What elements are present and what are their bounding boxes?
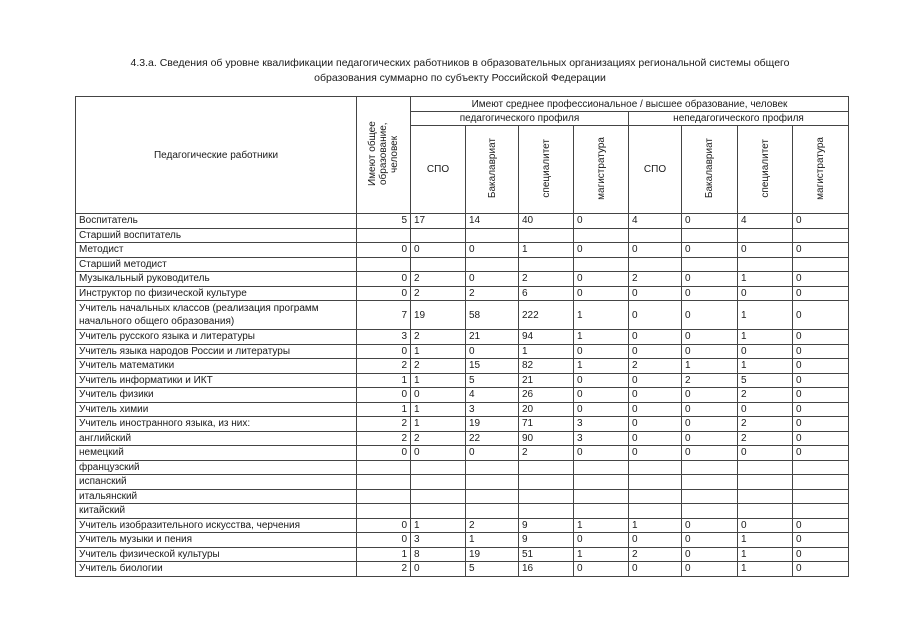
cell-value: 0 xyxy=(793,533,849,548)
cell-value xyxy=(411,228,466,243)
cell-value: 0 xyxy=(629,446,682,461)
cell-value xyxy=(519,460,574,475)
cell-value: 0 xyxy=(629,286,682,301)
cell-value: 1 xyxy=(738,272,793,287)
cell-value: 6 xyxy=(519,286,574,301)
header-nonped-profile: непедагогического профиля xyxy=(629,112,849,126)
cell-value: 0 xyxy=(629,388,682,403)
cell-value xyxy=(738,504,793,519)
table-row xyxy=(76,417,849,432)
cell-value: 20 xyxy=(519,402,574,417)
row-label: Старший методист xyxy=(76,257,357,272)
cell-value: 7 xyxy=(357,301,411,330)
cell-value: 0 xyxy=(574,533,629,548)
header-ped-spec: специалитет xyxy=(519,126,574,214)
row-label: Учитель информатики и ИКТ xyxy=(76,373,357,388)
table-row xyxy=(76,243,849,258)
cell-value xyxy=(574,460,629,475)
table-title-line2: образования суммарно по субъекту Российской Федерации xyxy=(314,72,606,84)
cell-value xyxy=(629,504,682,519)
cell-value: 0 xyxy=(629,243,682,258)
cell-value: 1 xyxy=(411,344,466,359)
cell-value xyxy=(466,475,519,490)
row-label: Учитель физики xyxy=(76,388,357,403)
cell-value: 0 xyxy=(357,344,411,359)
cell-value xyxy=(411,460,466,475)
cell-value xyxy=(574,228,629,243)
cell-value xyxy=(357,489,411,504)
cell-value: 0 xyxy=(738,344,793,359)
cell-value: 0 xyxy=(682,402,738,417)
cell-value xyxy=(629,475,682,490)
cell-value: 1 xyxy=(738,359,793,374)
table-row xyxy=(76,475,849,490)
cell-value: 0 xyxy=(629,301,682,330)
header-ped-profile: педагогического профиля xyxy=(411,112,629,126)
cell-value xyxy=(411,257,466,272)
table-body xyxy=(76,214,849,577)
table-row xyxy=(76,272,849,287)
cell-value xyxy=(629,489,682,504)
table-row xyxy=(76,547,849,562)
cell-value: 0 xyxy=(793,431,849,446)
cell-value xyxy=(574,475,629,490)
cell-value: 0 xyxy=(793,417,849,432)
cell-value: 0 xyxy=(793,344,849,359)
cell-value: 1 xyxy=(738,533,793,548)
cell-value: 1 xyxy=(357,402,411,417)
row-label: немецкий xyxy=(76,446,357,461)
cell-value: 0 xyxy=(574,214,629,229)
cell-value: 4 xyxy=(738,214,793,229)
cell-value: 1 xyxy=(738,562,793,577)
cell-value: 2 xyxy=(357,417,411,432)
cell-value xyxy=(357,228,411,243)
table-row xyxy=(76,460,849,475)
cell-value: 1 xyxy=(682,359,738,374)
cell-value: 0 xyxy=(357,518,411,533)
cell-value xyxy=(738,460,793,475)
qualification-table xyxy=(75,96,849,577)
cell-value xyxy=(682,228,738,243)
cell-value xyxy=(519,257,574,272)
header-general-education xyxy=(357,97,411,214)
cell-value: 0 xyxy=(682,388,738,403)
cell-value: 71 xyxy=(519,417,574,432)
table-title xyxy=(60,56,860,86)
cell-value: 0 xyxy=(793,402,849,417)
cell-value xyxy=(629,257,682,272)
cell-value: 0 xyxy=(682,272,738,287)
cell-value: 0 xyxy=(738,243,793,258)
table-row xyxy=(76,504,849,519)
cell-value: 9 xyxy=(519,533,574,548)
cell-value: 0 xyxy=(629,344,682,359)
cell-value: 0 xyxy=(793,359,849,374)
cell-value xyxy=(411,475,466,490)
row-label: Воспитатель xyxy=(76,214,357,229)
cell-value: 5 xyxy=(466,562,519,577)
row-label: Музыкальный руководитель xyxy=(76,272,357,287)
table-row xyxy=(76,562,849,577)
cell-value: 1 xyxy=(738,547,793,562)
cell-value: 0 xyxy=(357,533,411,548)
cell-value xyxy=(793,504,849,519)
cell-value: 1 xyxy=(411,417,466,432)
cell-value xyxy=(466,460,519,475)
cell-value: 17 xyxy=(411,214,466,229)
header-workers: Педагогические работники xyxy=(76,97,357,214)
cell-value: 1 xyxy=(411,373,466,388)
row-label: французский xyxy=(76,460,357,475)
cell-value: 3 xyxy=(357,330,411,345)
cell-value: 0 xyxy=(411,562,466,577)
table-row xyxy=(76,214,849,229)
header-general-education-label: Имеют общее образование, человек xyxy=(366,121,400,186)
cell-value: 2 xyxy=(738,431,793,446)
cell-value: 40 xyxy=(519,214,574,229)
row-label: Учитель изобразительного искусства, черчения xyxy=(76,518,357,533)
cell-value: 0 xyxy=(466,243,519,258)
cell-value xyxy=(793,228,849,243)
row-label: Учитель русского языка и литературы xyxy=(76,330,357,345)
cell-value: 0 xyxy=(411,243,466,258)
cell-value: 14 xyxy=(466,214,519,229)
cell-value xyxy=(738,489,793,504)
cell-value: 0 xyxy=(682,214,738,229)
cell-value: 2 xyxy=(629,359,682,374)
cell-value xyxy=(411,489,466,504)
cell-value: 2 xyxy=(682,373,738,388)
cell-value xyxy=(357,257,411,272)
cell-value xyxy=(519,489,574,504)
cell-value: 1 xyxy=(357,373,411,388)
row-label: Учитель языка народов России и литературы xyxy=(76,344,357,359)
cell-value: 0 xyxy=(629,402,682,417)
cell-value: 0 xyxy=(629,417,682,432)
cell-value: 0 xyxy=(574,286,629,301)
cell-value: 2 xyxy=(411,359,466,374)
cell-value: 3 xyxy=(466,402,519,417)
cell-value: 2 xyxy=(357,562,411,577)
cell-value: 0 xyxy=(793,446,849,461)
cell-value: 0 xyxy=(682,533,738,548)
cell-value: 26 xyxy=(519,388,574,403)
cell-value: 1 xyxy=(466,533,519,548)
cell-value xyxy=(738,228,793,243)
cell-value: 0 xyxy=(629,562,682,577)
cell-value: 1 xyxy=(574,330,629,345)
row-label: испанский xyxy=(76,475,357,490)
cell-value xyxy=(519,475,574,490)
table-row xyxy=(76,359,849,374)
table-row xyxy=(76,228,849,243)
cell-value: 0 xyxy=(574,344,629,359)
cell-value: 0 xyxy=(738,518,793,533)
row-label: Учитель биологии xyxy=(76,562,357,577)
cell-value: 21 xyxy=(466,330,519,345)
cell-value: 0 xyxy=(682,518,738,533)
table-row xyxy=(76,330,849,345)
cell-value: 1 xyxy=(411,518,466,533)
cell-value: 94 xyxy=(519,330,574,345)
cell-value: 0 xyxy=(682,431,738,446)
cell-value: 1 xyxy=(574,359,629,374)
cell-value: 0 xyxy=(682,286,738,301)
table-row xyxy=(76,402,849,417)
cell-value: 0 xyxy=(682,301,738,330)
cell-value: 0 xyxy=(357,286,411,301)
row-label: Методист xyxy=(76,243,357,258)
cell-value: 0 xyxy=(793,373,849,388)
cell-value xyxy=(357,504,411,519)
header-nonped-spec: специалитет xyxy=(738,126,793,214)
row-label: Учитель математики xyxy=(76,359,357,374)
cell-value: 1 xyxy=(738,301,793,330)
cell-value: 0 xyxy=(793,243,849,258)
cell-value: 1 xyxy=(574,301,629,330)
cell-value: 0 xyxy=(682,330,738,345)
cell-value: 4 xyxy=(629,214,682,229)
row-label: Учитель физической культуры xyxy=(76,547,357,562)
cell-value: 0 xyxy=(574,272,629,287)
cell-value xyxy=(738,475,793,490)
cell-value xyxy=(793,257,849,272)
cell-value xyxy=(411,504,466,519)
cell-value xyxy=(682,257,738,272)
cell-value: 3 xyxy=(411,533,466,548)
table-title-line1: 4.3.а. Сведения об уровне квалификации педагогических работников в образовательных организациях региональной системы общего xyxy=(130,57,790,69)
cell-value xyxy=(682,504,738,519)
cell-value: 0 xyxy=(793,286,849,301)
cell-value: 21 xyxy=(519,373,574,388)
cell-value: 0 xyxy=(682,446,738,461)
row-label: Учитель музыки и пения xyxy=(76,533,357,548)
cell-value xyxy=(793,460,849,475)
cell-value: 0 xyxy=(738,446,793,461)
cell-value xyxy=(629,228,682,243)
cell-value: 0 xyxy=(466,344,519,359)
cell-value: 90 xyxy=(519,431,574,446)
cell-value: 2 xyxy=(411,431,466,446)
cell-value: 2 xyxy=(738,388,793,403)
cell-value xyxy=(629,460,682,475)
cell-value: 0 xyxy=(793,388,849,403)
header-nonped-spo: СПО xyxy=(629,126,682,214)
cell-value: 19 xyxy=(411,301,466,330)
cell-value xyxy=(574,489,629,504)
header-nonped-mag: магистратура xyxy=(793,126,849,214)
cell-value: 0 xyxy=(411,446,466,461)
cell-value: 0 xyxy=(357,446,411,461)
cell-value xyxy=(682,475,738,490)
cell-value: 0 xyxy=(574,243,629,258)
cell-value: 8 xyxy=(411,547,466,562)
table-row xyxy=(76,518,849,533)
cell-value: 0 xyxy=(629,431,682,446)
table-row xyxy=(76,301,849,330)
cell-value xyxy=(357,475,411,490)
table-row xyxy=(76,431,849,446)
cell-value: 4 xyxy=(466,388,519,403)
cell-value: 5 xyxy=(357,214,411,229)
cell-value: 0 xyxy=(466,272,519,287)
cell-value xyxy=(682,460,738,475)
header-prof-group: Имеют среднее профессиональное / высшее образование, человек xyxy=(411,97,849,112)
cell-value: 58 xyxy=(466,301,519,330)
cell-value: 0 xyxy=(574,446,629,461)
cell-value: 9 xyxy=(519,518,574,533)
cell-value: 1 xyxy=(629,518,682,533)
row-label: Учитель начальных классов (реализация программ начального общего образования) xyxy=(76,301,357,330)
cell-value xyxy=(466,228,519,243)
cell-value: 2 xyxy=(466,286,519,301)
cell-value: 0 xyxy=(793,547,849,562)
cell-value: 0 xyxy=(357,272,411,287)
cell-value: 0 xyxy=(682,562,738,577)
cell-value: 1 xyxy=(574,547,629,562)
cell-value: 0 xyxy=(357,388,411,403)
cell-value xyxy=(793,489,849,504)
cell-value: 0 xyxy=(738,286,793,301)
cell-value: 2 xyxy=(411,286,466,301)
cell-value: 22 xyxy=(466,431,519,446)
header-ped-spo: СПО xyxy=(411,126,466,214)
cell-value: 1 xyxy=(411,402,466,417)
cell-value: 222 xyxy=(519,301,574,330)
cell-value: 0 xyxy=(793,518,849,533)
row-label: Учитель химии xyxy=(76,402,357,417)
row-label: итальянский xyxy=(76,489,357,504)
cell-value xyxy=(466,257,519,272)
row-label: Учитель иностранного языка, из них: xyxy=(76,417,357,432)
cell-value: 2 xyxy=(629,547,682,562)
row-label: Старший воспитатель xyxy=(76,228,357,243)
cell-value: 0 xyxy=(682,243,738,258)
cell-value: 0 xyxy=(411,388,466,403)
cell-value: 2 xyxy=(411,330,466,345)
cell-value: 2 xyxy=(519,272,574,287)
cell-value: 19 xyxy=(466,547,519,562)
cell-value xyxy=(574,504,629,519)
cell-value: 19 xyxy=(466,417,519,432)
cell-value: 0 xyxy=(574,388,629,403)
cell-value: 0 xyxy=(466,446,519,461)
cell-value xyxy=(519,504,574,519)
cell-value xyxy=(738,257,793,272)
cell-value: 0 xyxy=(574,373,629,388)
cell-value: 0 xyxy=(793,301,849,330)
cell-value: 0 xyxy=(793,330,849,345)
cell-value: 0 xyxy=(574,402,629,417)
cell-value: 15 xyxy=(466,359,519,374)
cell-value xyxy=(466,504,519,519)
cell-value: 1 xyxy=(574,518,629,533)
cell-value: 2 xyxy=(629,272,682,287)
cell-value: 1 xyxy=(519,344,574,359)
cell-value: 0 xyxy=(682,417,738,432)
header-nonped-bak: Бакалавриат xyxy=(682,126,738,214)
cell-value: 0 xyxy=(682,344,738,359)
cell-value: 0 xyxy=(793,562,849,577)
table-row xyxy=(76,446,849,461)
cell-value: 2 xyxy=(411,272,466,287)
cell-value xyxy=(519,228,574,243)
cell-value: 2 xyxy=(519,446,574,461)
cell-value: 0 xyxy=(574,562,629,577)
cell-value: 0 xyxy=(793,214,849,229)
cell-value: 2 xyxy=(466,518,519,533)
table-row xyxy=(76,373,849,388)
cell-value: 2 xyxy=(738,417,793,432)
cell-value: 51 xyxy=(519,547,574,562)
cell-value xyxy=(357,460,411,475)
cell-value: 5 xyxy=(466,373,519,388)
table-row xyxy=(76,388,849,403)
cell-value: 0 xyxy=(629,533,682,548)
cell-value: 1 xyxy=(357,547,411,562)
cell-value: 82 xyxy=(519,359,574,374)
cell-value: 0 xyxy=(793,272,849,287)
cell-value xyxy=(466,489,519,504)
cell-value xyxy=(682,489,738,504)
cell-value: 0 xyxy=(682,547,738,562)
table-row xyxy=(76,489,849,504)
row-label: Инструктор по физической культуре xyxy=(76,286,357,301)
cell-value: 0 xyxy=(629,373,682,388)
cell-value: 0 xyxy=(629,330,682,345)
cell-value: 5 xyxy=(738,373,793,388)
cell-value: 0 xyxy=(738,402,793,417)
cell-value: 1 xyxy=(738,330,793,345)
table-row xyxy=(76,257,849,272)
cell-value xyxy=(793,475,849,490)
row-label: английский xyxy=(76,431,357,446)
row-label: китайский xyxy=(76,504,357,519)
cell-value: 0 xyxy=(357,243,411,258)
cell-value: 2 xyxy=(357,359,411,374)
table-row xyxy=(76,533,849,548)
cell-value: 1 xyxy=(519,243,574,258)
header-ped-bak: Бакалавриат xyxy=(466,126,519,214)
table-row xyxy=(76,344,849,359)
cell-value: 3 xyxy=(574,417,629,432)
table-row xyxy=(76,286,849,301)
cell-value xyxy=(574,257,629,272)
cell-value: 16 xyxy=(519,562,574,577)
cell-value: 3 xyxy=(574,431,629,446)
cell-value: 2 xyxy=(357,431,411,446)
header-ped-mag: магистратура xyxy=(574,126,629,214)
